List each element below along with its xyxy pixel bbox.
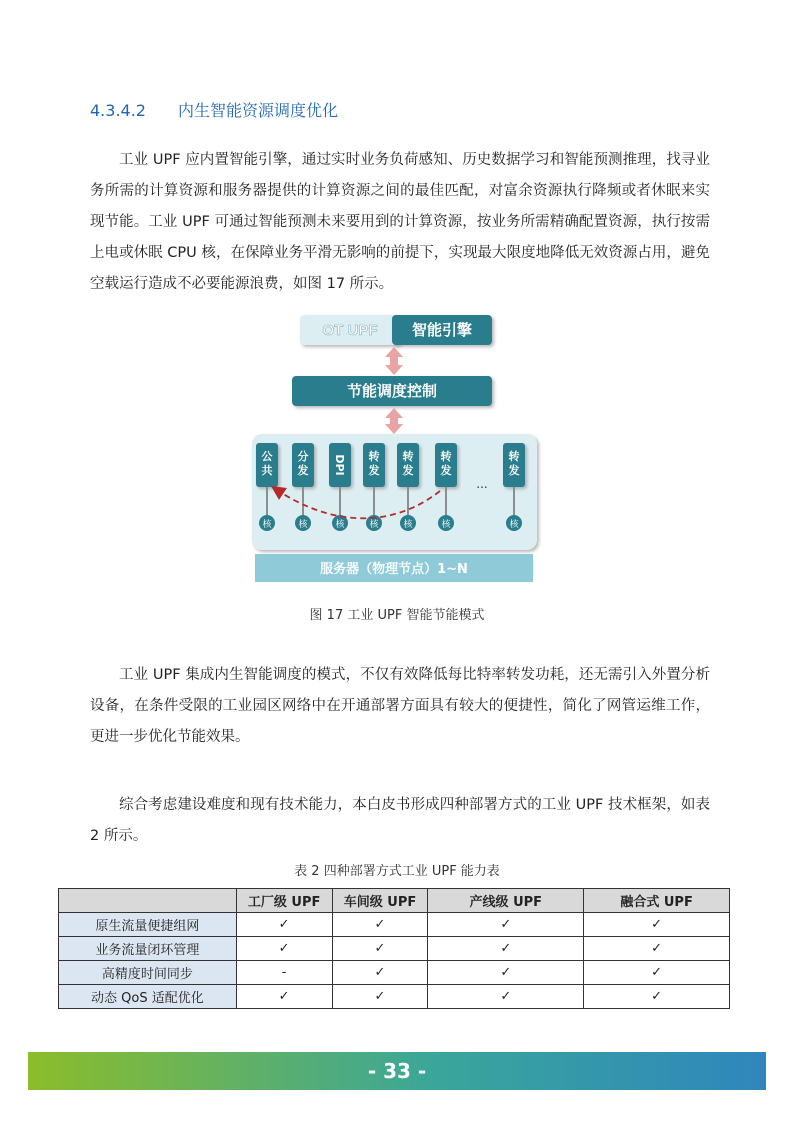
table-cell: 原生流量便捷组网 bbox=[59, 913, 237, 937]
module-label: DPI bbox=[333, 454, 346, 476]
core-label: 核 bbox=[441, 520, 451, 530]
engine-label: 智能引擎 bbox=[411, 321, 473, 339]
section-title: 内生智能资源调度优化 bbox=[178, 101, 339, 120]
module-label: 公共 bbox=[261, 450, 273, 477]
double-arrow-icon bbox=[385, 347, 403, 375]
section-number: 4.3.4.2 bbox=[90, 101, 146, 120]
core-label: 核 bbox=[262, 520, 272, 530]
table-row bbox=[59, 937, 730, 961]
paragraph-2: 工业 UPF 集成内生智能调度的模式，不仅有效降低每比特率转发功耗，还无需引入外置分析设备，在条件受限的工业园区网络中在开通部署方面具有较大的便捷性，简化了网管运维工作，更进一步优化节能效果。 bbox=[90, 667, 710, 745]
upf-energy-diagram bbox=[240, 310, 550, 586]
table-header-cell bbox=[59, 889, 237, 913]
capability-table bbox=[58, 888, 730, 1009]
table-cell: ✓ bbox=[584, 913, 730, 937]
table-cell: ✓ bbox=[236, 985, 332, 1009]
table-header-cell: 融合式 UPF bbox=[584, 889, 730, 913]
table-cell: ✓ bbox=[332, 937, 428, 961]
table-row bbox=[59, 913, 730, 937]
module-label: 分发 bbox=[297, 450, 309, 477]
table-cell: 业务流量闭环管理 bbox=[59, 937, 237, 961]
paragraph-3: 综合考虑建设难度和现有技术能力，本白皮书形成四种部署方式的工业 UPF 技术框架，如表 2 所示。 bbox=[90, 797, 710, 844]
core-label: 核 bbox=[403, 520, 413, 530]
table-cell: ✓ bbox=[332, 961, 428, 985]
table-cell: ✓ bbox=[428, 937, 584, 961]
table-header-cell: 产线级 UPF bbox=[428, 889, 584, 913]
table-cell: ✓ bbox=[428, 913, 584, 937]
table-cell: 高精度时间同步 bbox=[59, 961, 237, 985]
table-cell: 动态 QoS 适配优化 bbox=[59, 985, 237, 1009]
section-heading bbox=[90, 98, 338, 121]
double-arrow-icon bbox=[385, 408, 403, 434]
table-cell: ✓ bbox=[584, 961, 730, 985]
page-number: - 33 - bbox=[367, 1059, 427, 1083]
ellipsis: ... bbox=[476, 477, 488, 491]
table-cell: ✓ bbox=[584, 985, 730, 1009]
table-cell: ✓ bbox=[236, 913, 332, 937]
ot-upf-label: OT UPF bbox=[322, 322, 378, 339]
table-caption: 表 2 四种部署方式工业 UPF 能力表 bbox=[294, 864, 500, 879]
table-row bbox=[59, 961, 730, 985]
core-label: 核 bbox=[298, 520, 308, 530]
server-label: 服务器（物理节点）1~N bbox=[320, 562, 468, 577]
control-label: 节能调度控制 bbox=[346, 382, 438, 400]
core-label: 核 bbox=[509, 520, 519, 530]
table-cell: ✓ bbox=[332, 985, 428, 1009]
module-label: 转发 bbox=[402, 450, 414, 477]
table-header-cell: 车间级 UPF bbox=[332, 889, 428, 913]
core-label: 核 bbox=[369, 520, 379, 530]
paragraph-1: 工业 UPF 应内置智能引擎，通过实时业务负荷感知、历史数据学习和智能预测推理，找寻业务所需的计算资源和服务器提供的计算资源之间的最佳匹配，对富余资源执行降频或者休眠来实现节能。工业 UPF 可通过智能预测未来要用到的计算资源，按业务所需精确配置资源，执行按需上电或休眠 CPU 核，在保障业务平滑无影响的前提下，实现最大限度地降低无效资源占用，避免空载运行造成不必要能源浪费，如图 17 所示。 bbox=[90, 152, 710, 292]
table-cell: ✓ bbox=[236, 937, 332, 961]
table-row bbox=[59, 985, 730, 1009]
page-footer bbox=[28, 1052, 766, 1090]
table-cell: ✓ bbox=[584, 937, 730, 961]
table-cell: ✓ bbox=[332, 913, 428, 937]
module-label: 转发 bbox=[368, 450, 380, 477]
table-cell: - bbox=[236, 961, 332, 985]
core-label: 核 bbox=[335, 520, 345, 530]
table-cell: ✓ bbox=[428, 961, 584, 985]
table-cell: ✓ bbox=[428, 985, 584, 1009]
table-header-cell: 工厂级 UPF bbox=[236, 889, 332, 913]
module-label: 转发 bbox=[440, 450, 452, 477]
module-label: 转发 bbox=[508, 450, 520, 477]
table-header-row bbox=[59, 889, 730, 913]
figure-caption: 图 17 工业 UPF 智能节能模式 bbox=[309, 608, 485, 623]
